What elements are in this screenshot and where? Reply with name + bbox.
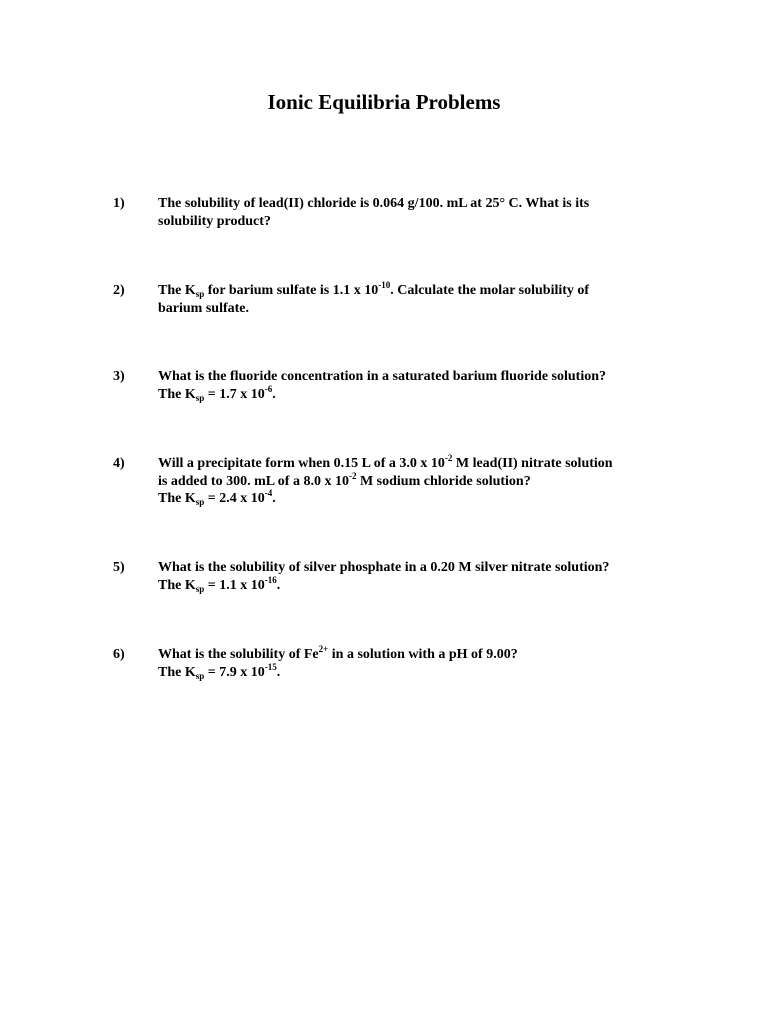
problem-number: 6) <box>113 647 125 662</box>
problem-text <box>158 559 678 594</box>
problem-line: The $K_{sp} = 7.9$ x $10^{-15}$. <box>158 661 281 681</box>
problem-line: solubility product? <box>158 213 271 229</box>
problem-line: The $K_{sp} = 1.1$ x $10^{-16}$. <box>158 574 281 594</box>
problem-line: What is the solubility of $Fe^{2+}$ in a solution with a pH of 9.00? <box>158 644 518 662</box>
problem-line: Will a precipitate form when 0.15 L of a 3.0 x $10^{-2}$ M lead(II) nitrate solution <box>158 453 613 471</box>
problem-number: 5) <box>113 560 125 575</box>
page-title: Ionic Equilibria Problems <box>267 90 501 114</box>
problem-text <box>158 368 678 403</box>
problem-line: The $K_{sp} = 2.4$ x $10^{-4}$. <box>158 488 276 507</box>
problem-number: 2) <box>113 283 125 298</box>
problem-line: barium sulfate. <box>158 300 249 316</box>
problem-line: What is the fluoride concentration in a saturated barium fluoride solution? <box>158 369 607 384</box>
problem-number: 4) <box>113 456 125 471</box>
problem-text <box>158 195 678 230</box>
problem-number: 1) <box>113 196 125 211</box>
problem-text <box>158 282 678 317</box>
problem-line: The solubility of lead(II) chloride is 0.064 g/100. mL at 25° C. What is its <box>158 196 590 211</box>
problem-line: The $K_{sp}$ for barium sulfate is 1.1 x $10^{-10}$. Calculate the molar solubility of <box>158 280 590 299</box>
problem-text <box>158 455 678 508</box>
problem-text <box>158 646 678 681</box>
problem-line: What is the solubility of silver phosphate in a 0.20 M silver nitrate solution? <box>158 560 610 575</box>
problem-number: 3) <box>113 369 125 384</box>
problem-line: is added to 300. mL of a 8.0 x $10^{-2}$ M sodium chloride solution? <box>158 470 531 489</box>
problem-line: The $K_{sp} = 1.7$ x $10^{-6}$. <box>158 383 276 403</box>
